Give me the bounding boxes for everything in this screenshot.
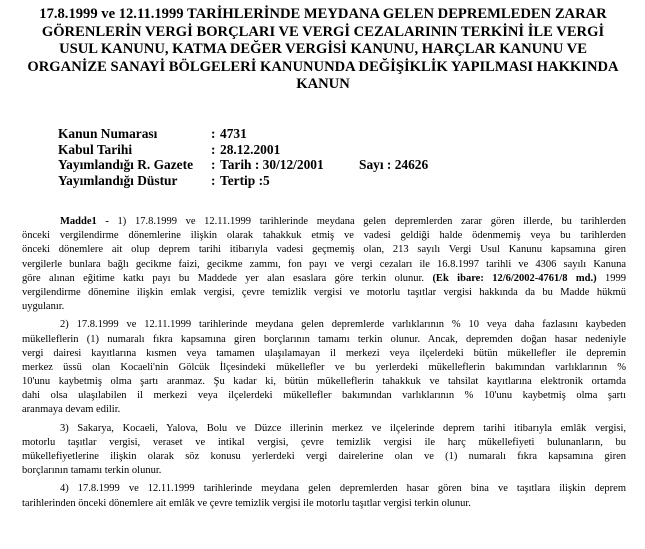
article-1-paragraph-4 — [22, 482, 626, 510]
code-label: Yayımlandığı Düstur — [58, 172, 178, 188]
text-line: uygulanır. — [22, 301, 65, 313]
text-line: mükellefiyetlerine ilişkin olarak söz konusu yerlerdeki vergi dairelerine olan ve (1) numaralı fıkra kapsamına giren — [22, 451, 626, 462]
title-line: USUL KANUNU, KATMA DEĞER VERGİSİ KANUNU, HARÇLAR KANUNU VE — [59, 41, 587, 58]
gazette-date: Tarih : 30/12/2001 — [220, 157, 324, 173]
text-line: motorlu taşıtlar vergisi, veraset ve intikal vergisi, çevre temizlik vergisi ile harç mükellefiyeti bulunanların, bu — [22, 436, 626, 448]
colon: : — [211, 157, 216, 173]
text-line: önceki vergilendirme dönemlerine ilişkin olarak tahakkuk etmiş ve vadesi geldiği halde ödenmemiş veya bu tarihlerden — [22, 230, 626, 242]
law-body — [22, 215, 626, 515]
text-line: 1) 17.8.1999 ve 12.11.1999 tarihlerinde meydana gelen depremlerden zarar gören illerde, bu tarihlerden — [108, 216, 626, 227]
text-line: tarihlerinden önceki dönemlere ait emlâk ve çevre temizlik vergisi ile motorlu taşıtlar vergisi terkin olunur. — [22, 497, 471, 509]
article-heading: Madde1 - — [60, 216, 109, 227]
accept-date-label: Kabul Tarihi — [58, 141, 133, 157]
code-row — [58, 173, 618, 189]
text-line: aranmaya devam edilir. — [22, 404, 121, 416]
title-line: 17.8.1999 ve 12.11.1999 TARİHLERİNDE MEYDANA GELEN DEPREMLEDEN ZARAR — [39, 6, 607, 22]
law-number-label: Kanun Numarası — [58, 126, 158, 141]
title-line: GÖRENLERİN VERGİ BORÇLARI VE VERGİ CEZALARININ TERKİNİ İLE VERGİ — [41, 23, 605, 40]
text-line — [22, 272, 626, 286]
text-line — [22, 215, 626, 229]
text-line: 4) 17.8.1999 ve 12.11.1999 tarihlerinde meydana gelen depremlerden hasar gören bina ve taşıtlara ilişkin deprem — [60, 483, 626, 495]
text-line: 3) Sakarya, Kocaeli, Yalova, Bolu ve Düzce illerinin merkez ve ilçelerinde deprem tarihi itibarıyla emlâk vergisi, — [60, 422, 626, 434]
title-line: KANUN — [296, 76, 350, 93]
text-line: dahi olsa ulaşılabilen il merkezi veya ilçelerdeki mükellefler bakımından varlıklarının % 10'unu kaybetmiş olma şartı — [22, 390, 626, 402]
text-line: vergilendirme dönemine ilişkin emlak vergisi, çevre temizlik vergisi ve motorlu taşıtlar vergisi hakkında da bu Madde hükmü — [22, 286, 626, 298]
article-1-paragraph-1 — [22, 215, 626, 314]
colon: : — [211, 126, 216, 141]
text-line: 10'unu kaybetmiş olma şartı aranmaz. Şu kadar ki, bütün mükelleflerin tahakkuk ve tahsilat kayıtlarına elektronik ortamda — [22, 376, 626, 388]
accept-date-value: 28.12.2001 — [220, 141, 281, 157]
text-fragment: göre alınan eğitime katkı payı bu Maddede yer alan esaslara göre terkin olunur. — [22, 272, 433, 284]
law-number-value: 4731 — [220, 126, 247, 141]
law-title — [18, 6, 628, 94]
text-line: mükelleflerin (1) numaralı fıkra kapsamına giren borçlarının tamamı terkin olunur. Ancak, depremden doğan hasar nedeniyle — [22, 333, 626, 345]
text-line: 2) 17.8.1999 ve 12.11.1999 tarihlerinde meydana gelen depremlerde varlıklarının % 10 veya daha fazlasını kaybeden — [60, 319, 626, 331]
gazette-row — [58, 157, 618, 173]
law-metadata — [58, 126, 618, 188]
accept-date-row — [58, 142, 618, 158]
gazette-issue: Sayı : 24626 — [359, 157, 429, 173]
amendment-note: (Ek ibare: 12/6/2002-4761/8 md.) — [432, 272, 597, 284]
article-1-paragraph-3 — [22, 422, 626, 479]
article-1-paragraph-2 — [22, 318, 626, 417]
text-line: borçlarının tamamı terkin olunur. — [22, 465, 162, 477]
colon: : — [211, 172, 216, 188]
title-line: ORGANİZE SANAYİ BÖLGELERİ KANUNUNDA DEĞİŞİKLİK YAPILMASI HAKKINDA — [27, 58, 619, 75]
gazette-label: Yayımlandığı R. Gazete — [58, 157, 194, 173]
text-line: vergi dairesi kayıtlarına kısmen veya tamamen ulaşılamayan il merkezi veya ilçelerdeki bütün mükellefler ile depremin — [22, 347, 626, 359]
code-value: Tertip :5 — [220, 172, 270, 188]
text-line: merkez üssü olan Kocaeli'nin Gölcük İlçesindeki mükellefler ve bu yerlerdeki mükelleflerin bakımından varlıklarının % — [22, 361, 626, 373]
text-line: önceki dönemlere ait olup deprem tarihi itibarıyla vadesi geçmemiş olan, 213 sayılı Vergi Usul Kanunu kapsamına giren — [22, 244, 626, 256]
colon: : — [211, 141, 216, 157]
law-number-row — [58, 126, 618, 142]
text-fragment: 1999 — [596, 272, 626, 284]
text-line: vergilerle bunlara bağlı gecikme faizi, gecikme zammı, fon payı ve vergi cezaları ile 16.8.1997 tarihli ve 4306 sayılı Kanuna — [22, 258, 626, 270]
